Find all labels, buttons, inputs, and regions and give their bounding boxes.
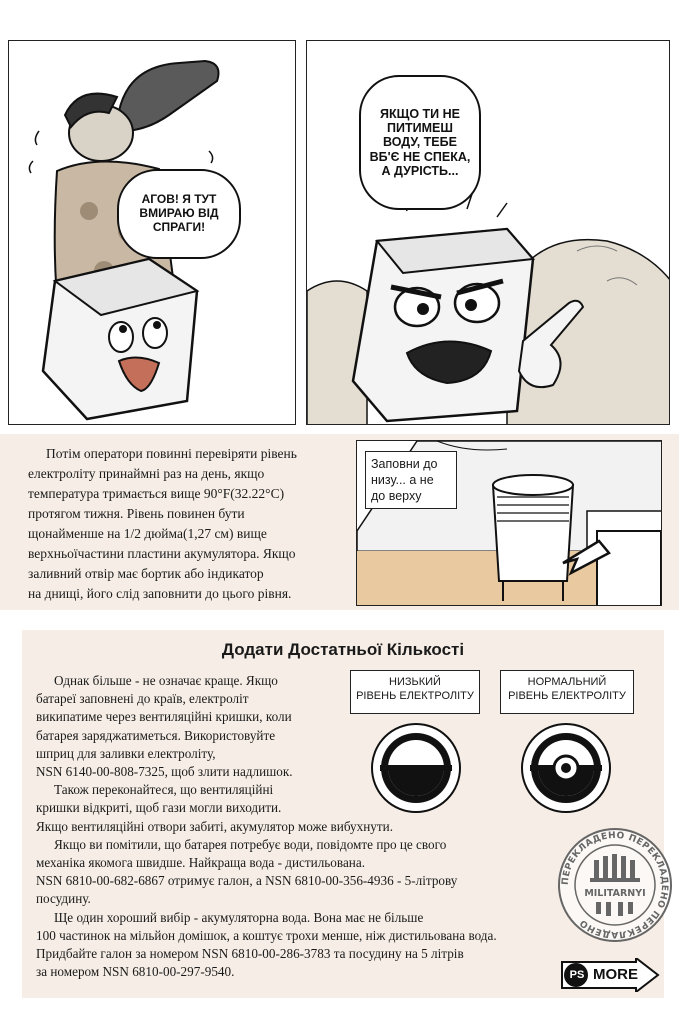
text-line: механіка якомога швидше. Найкраща вода - дистильована.: [36, 855, 366, 871]
text-line: кришки відкриті, щоб гази могли виходити.: [36, 800, 282, 816]
militarnyi-stamp-logo: [556, 826, 674, 944]
text-line: Також переконайтеся, що вентиляційні: [54, 782, 274, 798]
text-line: на днищі, його слід заповнити до цього рівня.: [28, 586, 292, 601]
text-line: температура тримається вище 90°F(32.22°C): [28, 486, 285, 501]
text-line: верхньоїчастини пластини акумулятора. Якщо: [28, 546, 296, 561]
text-line: Однак більше - не означає краще. Якщо: [54, 673, 278, 688]
text-line: википатиме через вентиляційні кришки, коли: [36, 709, 292, 725]
bubble-line: ВОДУ, ТЕБЕ: [383, 135, 457, 150]
label-line: РІВЕНЬ ЕЛЕКТРОЛІТУ: [356, 690, 474, 702]
text-line: Якщо вентиляційні отвори забиті, акумулятор може вибухнути.: [36, 818, 394, 834]
comic-panel-angry-battery: [306, 40, 670, 425]
comic-panel-thirsty-soldier: [8, 40, 296, 425]
add-enough-text: [36, 672, 616, 981]
section-title: Додати Достатньої Кількості: [221, 640, 465, 659]
text-line: Придбайте галон за номером NSN 6810-00-286-3783 та посудину на 5 літрів: [36, 946, 464, 962]
speech-bubble-thirsty: [117, 169, 241, 259]
text-line: NSN 6810-00-682-6867 отримує галон, а NSN 6810-00-356-4936 - 5-літрову: [36, 873, 458, 889]
illustration-caption: Заповни до низу... а не до верху: [365, 451, 457, 509]
text-line: Потім оператори повинні перевіряти рівень: [46, 446, 297, 461]
text-line: 100 частинок на мільйон домішок, а коштує трохи менше, ніж дистильована вода.: [36, 927, 497, 943]
more-button-label[interactable]: MORE: [593, 966, 638, 983]
bubble-line: СПРАГИ!: [152, 219, 206, 234]
text-line: Якщо ви помітили, що батарея потребує води, повідомте про це свого: [54, 836, 447, 852]
label-line: НОРМАЛЬНИЙ: [527, 676, 607, 688]
ps-badge-label: PS: [569, 969, 585, 981]
stamp-center-text: MILITARNYI: [584, 888, 646, 899]
text-line: батарея заряджатиметься. Використовуйте: [36, 727, 276, 743]
bubble-line: А ДУРІСТЬ...: [381, 164, 459, 179]
text-line: електроліту принаймні раз на день, якщо: [28, 466, 265, 481]
bubble-line: АГОВ! Я ТУТ: [141, 192, 217, 207]
electrolyte-check-paragraph: [28, 444, 350, 604]
fill-hole-illustration: [356, 440, 662, 606]
bubble-line: ЯКЩО ТИ НЕ: [379, 106, 460, 121]
text-line: протягом тижня. Рівень повинен бути: [28, 506, 245, 521]
speech-bubble-warning: [359, 75, 481, 210]
text-line: за номером NSN 6810-00-297-9540.: [36, 964, 235, 980]
text-line: посудину.: [36, 891, 91, 907]
bubble-line: ПИТИМЕШ: [387, 120, 453, 135]
bubble-line: ВБ'Є НЕ СПЕКА,: [369, 149, 471, 164]
stamp-ring-text: ПЕРЕКЛАДЕНО ПЕРЕКЛАДЕНО ПЕРЕКЛАДЕНО: [560, 830, 670, 940]
text-line: щонайменше на 1/2 дюйма(1,27 см) вище: [28, 526, 267, 541]
bubble-line: ВМИРАЮ ВІД: [139, 206, 219, 221]
label-line: РІВЕНЬ ЕЛЕКТРОЛІТУ: [508, 690, 626, 702]
text-line: заливний отвір має бортик або індикатор: [28, 566, 264, 581]
text-line: шприц для заливки електроліту,: [36, 745, 216, 761]
text-line: Ще один хороший вибір - акумуляторна вода. Вона має не більше: [54, 909, 424, 925]
text-line: батареї заповнені до країв, електроліт: [36, 691, 249, 707]
label-line: НИЗЬКИЙ: [389, 676, 441, 688]
text-line: NSN 6140-00-808-7325, щоб злити надлишок.: [36, 764, 293, 780]
